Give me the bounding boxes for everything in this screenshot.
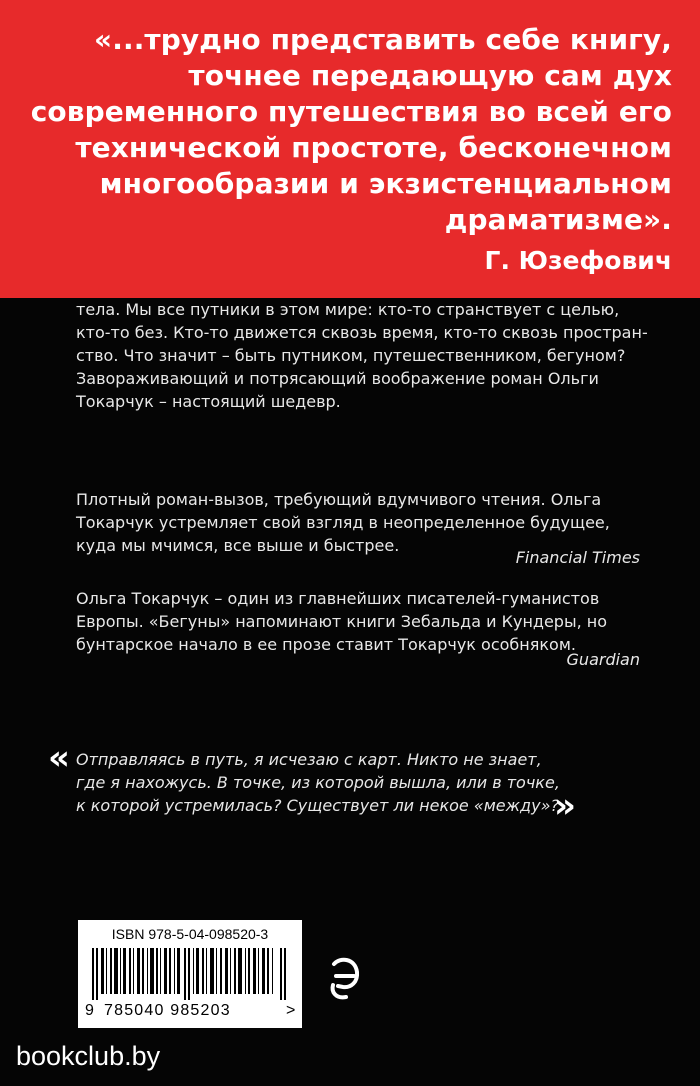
review-line: Токарчук устремляет свой взгляд в неопределенное будущее, xyxy=(76,513,610,532)
quote-line: «...трудно представить себе книгу, xyxy=(94,23,672,56)
review-source: Guardian xyxy=(566,650,640,669)
isbn-label: ISBN 978-5-04-098520-3 xyxy=(111,926,269,942)
barcode-bars xyxy=(92,948,288,1000)
ean-digits: 785040 985203 xyxy=(104,1002,231,1019)
quote-line: технической простоте, бесконечном xyxy=(75,131,672,164)
quote-banner xyxy=(0,0,700,298)
review-guardian xyxy=(76,587,607,656)
review-quote xyxy=(12,22,672,238)
epigraph-line: где я нахожусь. В точке, из которой вышла, или в точке, xyxy=(76,773,560,792)
quote-line: многообразии и экзистенциальном xyxy=(99,167,672,200)
epigraph-line: к которой устремилась? Существует ли некое «между»? xyxy=(76,796,559,815)
review-financial-times xyxy=(76,488,610,557)
barcode xyxy=(78,920,302,1028)
blurb-line: ство. Что значит – быть путником, путешественником, бегуном? xyxy=(76,346,626,365)
review-line: бунтарское начало в ее прозе ставит Токарчук особняком. xyxy=(76,635,576,654)
open-quote-mark: « xyxy=(48,738,70,778)
review-line: куда мы мчимся, все выше и быстрее. xyxy=(76,536,400,555)
review-line: Ольга Токарчук – один из главнейших писателей-гуманистов xyxy=(76,589,600,608)
blurb-line: Токарчук – настоящий шедевр. xyxy=(76,392,341,411)
blurb-description xyxy=(76,298,648,413)
quote-line: драматизме». xyxy=(444,203,672,236)
review-line: Европы. «Бегуны» напоминают книги Зебальда и Кундеры, но xyxy=(76,612,608,631)
close-quote-mark: » xyxy=(554,786,576,826)
epigraph xyxy=(76,748,560,817)
ean-arrow: > xyxy=(286,1002,296,1019)
review-source: Financial Times xyxy=(515,548,640,567)
quote-line: современного путешествия во всей его xyxy=(30,95,672,128)
quote-author: Г. Юзефович xyxy=(484,246,672,275)
ean-first-digit: 9 xyxy=(85,1002,94,1019)
blurb-line: кто-то без. Кто-то движется сквозь время, кто-то сквозь простран- xyxy=(76,323,648,342)
eksmo-logo-icon xyxy=(327,955,361,1001)
blurb-line: Завораживающий и потрясающий воображение роман Ольги xyxy=(76,369,599,388)
review-line: Плотный роман-вызов, требующий вдумчивого чтения. Ольга xyxy=(76,490,602,509)
epigraph-line: Отправляясь в путь, я исчезаю с карт. Никто не знает, xyxy=(76,750,542,769)
blurb-line: тела. Мы все путники в этом мире: кто-то странствует с целью, xyxy=(76,300,620,319)
quote-line: точнее передающую сам дух xyxy=(188,59,672,92)
watermark: bookclub.by xyxy=(16,1041,161,1071)
